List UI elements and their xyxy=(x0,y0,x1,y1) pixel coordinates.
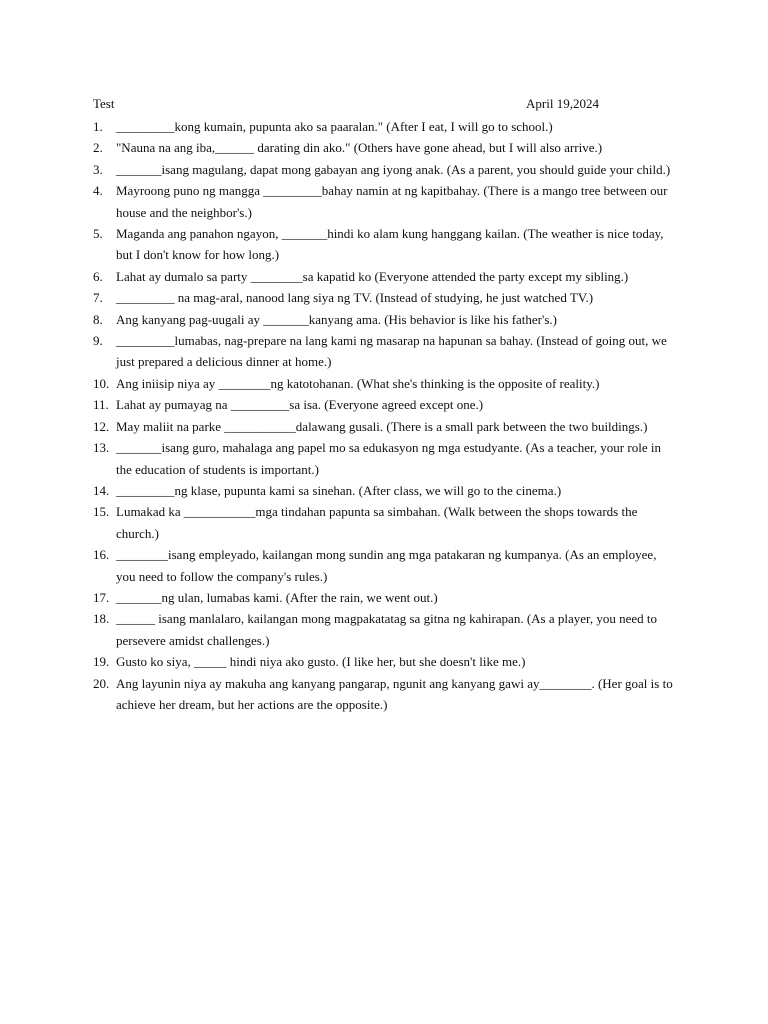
question-text: Lahat ay dumalo sa party ________sa kapatid ko (Everyone attended the party except my sibling.) xyxy=(116,268,629,284)
question-item xyxy=(93,587,678,608)
question-item xyxy=(93,266,678,287)
question-text: _________kong kumain, pupunta ako sa paaralan." (After I eat, I will go to school.) xyxy=(116,119,553,134)
question-text: Ang layunin niya ay makuha ang kanyang pangarap, ngunit ang kanyang gawi ay________. (Her goal is to achieve her dream, but her actions are the opposite.) xyxy=(116,675,673,712)
question-text: Maganda ang panahon ngayon, _______hindi ko alam kung hanggang kailan. (The weather is nice today, but I don't know for how long.) xyxy=(116,226,664,263)
question-text: ________isang empleyado, kailangan mong sundin ang mga patakaran ng kumpanya. (As an employee, you need to follow the company's rules.) xyxy=(116,547,657,584)
question-item xyxy=(93,309,678,330)
question-number: 10. xyxy=(93,375,110,391)
question-item xyxy=(93,137,678,158)
question-item xyxy=(93,330,678,373)
question-text: _______isang magulang, dapat mong gabayan ang iyong anak. (As a parent, you should guide your child.) xyxy=(116,161,671,177)
question-text: "Nauna na ang iba,______ darating din ako." (Others have gone ahead, but I will also arrive.) xyxy=(116,140,603,156)
question-text: _________lumabas, nag-prepare na lang kami ng masarap na hapunan sa bahay. (Instead of going out, we just prepared a delicious dinner at home.) xyxy=(116,333,667,370)
question-number: 5. xyxy=(93,226,103,242)
question-number: 2. xyxy=(93,140,103,156)
document-title: Test xyxy=(93,96,115,111)
question-text: _________ na mag-aral, nanood lang siya ng TV. (Instead of studying, he just watched TV.) xyxy=(116,290,594,306)
question-item xyxy=(93,544,678,587)
question-text: May maliit na parke ___________dalawang gusali. (There is a small park between the two buildings.) xyxy=(116,418,648,434)
question-text: _______isang guro, mahalaga ang papel mo sa edukasyon ng mga estudyante. (As a teacher, your role in the education of students is important.) xyxy=(116,440,661,477)
question-text: Lumakad ka ___________mga tindahan papunta sa simbahan. (Walk between the shops towards the church.) xyxy=(116,504,638,541)
question-text: _______ng ulan, lumabas kami. (After the rain, we went out.) xyxy=(116,589,438,605)
question-item xyxy=(93,416,678,437)
document-date: April 19,2024 xyxy=(526,96,599,111)
question-number: 16. xyxy=(93,547,110,563)
question-number: 14. xyxy=(93,482,110,498)
document-header xyxy=(93,95,613,115)
question-text: Ang kanyang pag-uugali ay _______kanyang ama. (His behavior is like his father's.) xyxy=(116,311,557,327)
question-item xyxy=(93,480,678,501)
question-item xyxy=(93,608,678,651)
question-number: 8. xyxy=(93,311,103,327)
question-number: 7. xyxy=(93,290,103,306)
question-text: ______ isang manlalaro, kailangan mong magpakatatag sa gitna ng kahirapan. (As a player, you need to persevere amidst challenges.) xyxy=(116,611,657,648)
question-item xyxy=(93,651,678,672)
question-number: 19. xyxy=(93,654,110,670)
question-number: 20. xyxy=(93,675,110,691)
question-item xyxy=(93,223,678,266)
question-number: 15. xyxy=(93,504,110,520)
question-number: 11. xyxy=(93,397,109,413)
question-text: Mayroong puno ng mangga _________bahay namin at ng kapitbahay. (There is a mango tree between our house and the neighbor's.) xyxy=(116,183,668,220)
question-item xyxy=(93,394,678,415)
question-number: 4. xyxy=(93,183,103,199)
question-text: _________ng klase, pupunta kami sa sinehan. (After class, we will go to the cinema.) xyxy=(116,482,562,498)
question-text: Ang iniisip niya ay ________ng katotohanan. (What she's thinking is the opposite of reality.) xyxy=(116,375,600,391)
question-number: 13. xyxy=(93,440,110,456)
question-item xyxy=(93,159,678,180)
question-item xyxy=(93,180,678,223)
question-list xyxy=(93,116,678,715)
question-number: 17. xyxy=(93,589,110,605)
question-item xyxy=(93,287,678,308)
question-item xyxy=(93,373,678,394)
question-item xyxy=(93,501,678,544)
question-number: 9. xyxy=(93,333,103,349)
question-number: 1. xyxy=(93,119,103,134)
question-number: 3. xyxy=(93,161,103,177)
question-number: 6. xyxy=(93,268,103,284)
question-item xyxy=(93,437,678,480)
question-text: Lahat ay pumayag na _________sa isa. (Everyone agreed except one.) xyxy=(116,397,484,413)
question-number: 12. xyxy=(93,418,110,434)
question-item xyxy=(93,116,678,137)
question-number: 18. xyxy=(93,611,110,627)
question-item xyxy=(93,673,678,716)
question-text: Gusto ko siya, _____ hindi niya ako gusto. (I like her, but she doesn't like me.) xyxy=(116,654,526,670)
